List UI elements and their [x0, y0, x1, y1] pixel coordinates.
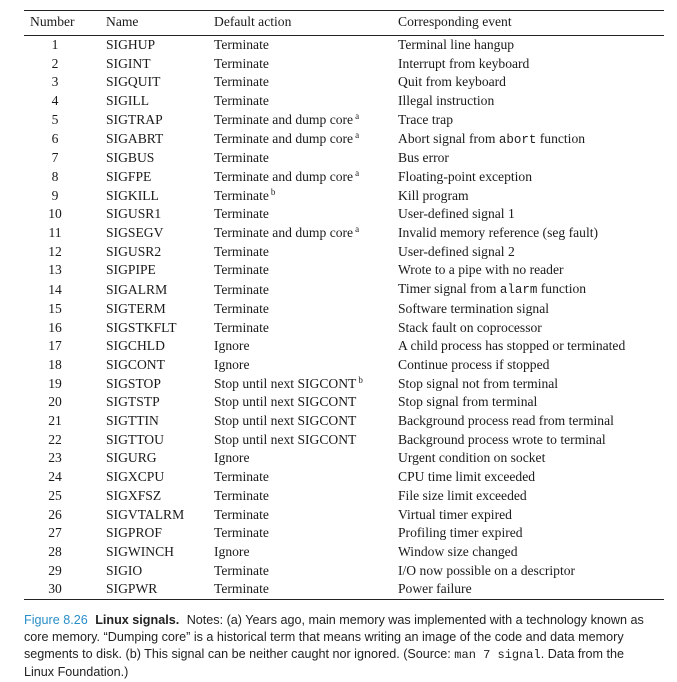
- signal-name: SIGTSTP: [106, 394, 160, 410]
- default-action-cell: [214, 149, 398, 168]
- table-row: [24, 319, 664, 338]
- corresponding-event-cell: [398, 580, 664, 599]
- signal-number: 20: [48, 394, 62, 410]
- footnote-marker: a: [355, 167, 360, 178]
- default-action-cell: [214, 168, 398, 187]
- default-action: Terminate: [214, 37, 269, 52]
- default-action-cell: [214, 412, 398, 431]
- default-action: Terminate: [214, 281, 269, 297]
- default-action-cell: [214, 337, 398, 356]
- figure-title: Linux signals.: [95, 613, 180, 627]
- default-action-cell: [214, 393, 398, 412]
- signal-number: 13: [48, 262, 62, 278]
- corresponding-event-cell: [398, 524, 664, 543]
- signal-name: SIGIO: [106, 562, 143, 578]
- default-action-cell: [214, 506, 398, 525]
- corresponding-event: Background process read from terminal: [398, 413, 614, 429]
- default-action-cell: [214, 224, 398, 243]
- default-action: Terminate: [214, 206, 269, 222]
- signal-name: SIGPIPE: [106, 262, 156, 278]
- signal-name: SIGWINCH: [106, 543, 174, 559]
- corresponding-event: Floating-point exception: [398, 168, 533, 184]
- header-name: Name: [86, 11, 214, 36]
- signal-name: SIGTTIN: [106, 413, 159, 429]
- corresponding-event: Bus error: [398, 150, 449, 166]
- corresponding-event: Interrupt from keyboard: [398, 55, 530, 71]
- corresponding-event: Stop signal not from terminal: [398, 375, 559, 391]
- corresponding-event-cell: [398, 205, 664, 224]
- table-row: [24, 449, 664, 468]
- default-action: Terminate: [214, 74, 269, 90]
- default-action: Ignore: [214, 356, 250, 372]
- default-action: Stop until next SIGCONT: [214, 431, 357, 447]
- signal-number: 18: [48, 356, 62, 372]
- corresponding-event: I/O now possible on a descriptor: [398, 562, 576, 578]
- table-row: [24, 356, 664, 375]
- default-action-cell: [214, 111, 398, 130]
- corresponding-event: Urgent condition on socket: [398, 450, 546, 466]
- signal-number: 1: [51, 37, 59, 52]
- signal-name: SIGTERM: [106, 300, 166, 316]
- caption-source-rest: . Data from the Linux Foundation.): [24, 647, 625, 679]
- table-row: [24, 300, 664, 319]
- signal-name: SIGTRAP: [106, 111, 163, 127]
- corresponding-event: User-defined signal 2: [398, 243, 515, 259]
- signal-name: SIGSEGV: [106, 225, 164, 241]
- corresponding-event-cell: [398, 487, 664, 506]
- table-row: [24, 92, 664, 111]
- default-action: Terminate and dump core: [214, 225, 354, 241]
- figure-caption: [24, 612, 654, 681]
- header-default-action: Default action: [214, 11, 398, 36]
- corresponding-event-cell: [398, 73, 664, 92]
- signal-name: SIGXCPU: [106, 469, 165, 485]
- signal-name: SIGFPE: [106, 168, 152, 184]
- default-action: Terminate: [214, 243, 269, 259]
- caption-notes: Notes: (a) Years ago, main memory was implemented with a technology known as core memory. “Dumping core” is a historical term that means writing an image of the code and data memory segments to disk. (b) This signal can be neither caught nor ignored. (Source:: [24, 613, 644, 661]
- corresponding-event-cell: [398, 506, 664, 525]
- table-row: [24, 393, 664, 412]
- signal-number: 21: [48, 413, 62, 429]
- corresponding-event-cell: [398, 224, 664, 243]
- signal-name: SIGUSR2: [106, 243, 162, 259]
- corresponding-event: Background process wrote to terminal: [398, 431, 606, 447]
- footnote-marker: b: [358, 374, 363, 385]
- signal-name: SIGALRM: [106, 281, 168, 297]
- signal-name: SIGCHLD: [106, 338, 165, 354]
- table-row: [24, 243, 664, 262]
- corresponding-event: Stop signal from terminal: [398, 394, 538, 410]
- default-action-cell: [214, 92, 398, 111]
- corresponding-event-cell: [398, 55, 664, 74]
- default-action: Terminate: [214, 506, 269, 522]
- table-row: [24, 36, 664, 55]
- default-action: Terminate: [214, 525, 269, 541]
- table-row: [24, 224, 664, 243]
- default-action: Terminate and dump core: [214, 168, 354, 184]
- corresponding-event-cell: [398, 168, 664, 187]
- corresponding-event-cell: [398, 562, 664, 581]
- signal-number: 9: [51, 187, 59, 203]
- footnote-marker: a: [355, 224, 360, 235]
- corresponding-event: Timer signal from: [398, 281, 497, 297]
- corresponding-event-cell: [398, 337, 664, 356]
- signal-number: 6: [51, 131, 59, 147]
- signal-number: 3: [51, 74, 59, 90]
- corresponding-event: Virtual timer expired: [398, 506, 512, 522]
- corresponding-event-cell: [398, 280, 664, 300]
- table-header-row: [24, 11, 664, 36]
- default-action: Terminate: [214, 581, 269, 597]
- table-row: [24, 261, 664, 280]
- signal-number: 5: [51, 111, 59, 127]
- signal-number: 30: [24, 580, 86, 599]
- default-action: Terminate: [214, 469, 269, 485]
- default-action: Terminate: [214, 55, 269, 71]
- signal-number: 17: [48, 338, 62, 354]
- table-row: [24, 412, 664, 431]
- signal-name: SIGURG: [106, 450, 157, 466]
- default-action-cell: [214, 300, 398, 319]
- default-action: Terminate: [214, 562, 269, 578]
- corresponding-event: Kill program: [398, 187, 469, 203]
- signal-number: 7: [51, 150, 59, 166]
- default-action-cell: [214, 487, 398, 506]
- footnote-marker: b: [270, 186, 276, 197]
- corresponding-event-cell: [398, 449, 664, 468]
- default-action-cell: [214, 431, 398, 450]
- function-name: alarm: [499, 283, 538, 298]
- signals-table: [24, 10, 664, 600]
- signal-number: 15: [48, 300, 62, 316]
- corresponding-event-cell: [398, 468, 664, 487]
- corresponding-event-cell: [398, 149, 664, 168]
- function-name: abort: [498, 132, 537, 147]
- corresponding-event: Power failure: [398, 581, 472, 597]
- default-action: Stop until next SIGCONT: [214, 394, 357, 410]
- default-action-cell: [214, 449, 398, 468]
- signal-number: 23: [48, 450, 62, 466]
- default-action: Ignore: [214, 338, 250, 354]
- signal-number: 12: [48, 243, 62, 259]
- corresponding-event-cell: [398, 111, 664, 130]
- corresponding-event-cell: [398, 36, 664, 55]
- default-action: Terminate and dump core: [214, 111, 354, 127]
- corresponding-event-cell: [398, 356, 664, 375]
- table-row: [24, 487, 664, 506]
- default-action-cell: [214, 205, 398, 224]
- default-action-cell: [214, 130, 398, 150]
- table-row: [24, 580, 664, 599]
- corresponding-event-cell: [398, 393, 664, 412]
- signal-number: 22: [48, 431, 62, 447]
- header-event: Corresponding event: [398, 11, 664, 36]
- default-action: Terminate: [214, 187, 269, 203]
- default-action-cell: [214, 73, 398, 92]
- signal-name: SIGPROF: [106, 525, 162, 541]
- corresponding-event: Trace trap: [398, 111, 453, 127]
- corresponding-event: Invalid memory reference (seg fault): [398, 225, 599, 241]
- header-number: Number: [24, 11, 86, 36]
- signal-name: SIGPWR: [86, 580, 214, 599]
- corresponding-event-cell: [398, 412, 664, 431]
- corresponding-event-cell: [398, 431, 664, 450]
- table-row: [24, 375, 664, 394]
- default-action-cell: [214, 261, 398, 280]
- corresponding-event: Quit from keyboard: [398, 74, 506, 90]
- signal-name: SIGKILL: [106, 187, 159, 203]
- default-action: Terminate and dump core: [214, 131, 354, 147]
- corresponding-event-cell: [398, 187, 664, 206]
- default-action-cell: [214, 187, 398, 206]
- caption-source-command: man 7 signal: [454, 648, 541, 662]
- corresponding-event: Profiling timer expired: [398, 525, 523, 541]
- corresponding-event: Abort signal from: [398, 130, 496, 146]
- default-action-cell: [214, 356, 398, 375]
- default-action-cell: [214, 468, 398, 487]
- corresponding-event: Wrote to a pipe with no reader: [398, 262, 564, 278]
- corresponding-event: Continue process if stopped: [398, 356, 550, 372]
- signal-number: 27: [48, 525, 62, 541]
- corresponding-event-cell: [398, 300, 664, 319]
- table-row: [24, 168, 664, 187]
- signal-name: SIGSTOP: [106, 375, 161, 391]
- corresponding-event-cell: [398, 92, 664, 111]
- default-action: Ignore: [214, 450, 250, 466]
- signal-name: SIGINT: [106, 55, 151, 71]
- corresponding-event: Stack fault on coprocessor: [398, 319, 542, 335]
- table-row: [24, 468, 664, 487]
- default-action: Stop until next SIGCONT: [214, 413, 357, 429]
- default-action: Terminate: [214, 150, 269, 166]
- signal-number: 25: [48, 487, 62, 503]
- signal-number: 10: [48, 206, 62, 222]
- footnote-marker: a: [355, 130, 360, 141]
- default-action: Terminate: [214, 300, 269, 316]
- default-action-cell: [214, 375, 398, 394]
- signal-number: 28: [48, 543, 62, 559]
- signal-name: SIGCONT: [106, 356, 165, 372]
- signal-name: SIGSTKFLT: [106, 319, 177, 335]
- signal-number: 8: [51, 168, 59, 184]
- table-row: [24, 55, 664, 74]
- table-row: [24, 431, 664, 450]
- footnote-marker: a: [355, 110, 360, 121]
- default-action-cell: [214, 543, 398, 562]
- corresponding-event-cell: [398, 130, 664, 150]
- table-row: [24, 562, 664, 581]
- default-action-cell: [214, 280, 398, 300]
- corresponding-event-cell: [398, 261, 664, 280]
- corresponding-event: A child process has stopped or terminated: [398, 338, 626, 354]
- signal-name: SIGVTALRM: [106, 506, 185, 522]
- signal-number: 4: [51, 93, 59, 109]
- table-row: [24, 524, 664, 543]
- signal-number: 11: [48, 225, 62, 241]
- signal-name: SIGHUP: [106, 37, 156, 52]
- signal-number: 26: [48, 506, 62, 522]
- signal-name: SIGXFSZ: [106, 487, 162, 503]
- default-action: Terminate: [214, 93, 269, 109]
- default-action-cell: [214, 524, 398, 543]
- table-row: [24, 73, 664, 92]
- corresponding-event-suffix: function: [540, 281, 587, 297]
- corresponding-event: Illegal instruction: [398, 93, 495, 109]
- signal-name: SIGBUS: [106, 150, 155, 166]
- table-row: [24, 337, 664, 356]
- corresponding-event: User-defined signal 1: [398, 206, 515, 222]
- signal-number: 14: [48, 281, 62, 297]
- corresponding-event-suffix: function: [539, 130, 586, 146]
- default-action: Terminate: [214, 262, 269, 278]
- default-action-cell: [214, 580, 398, 599]
- signal-number: 2: [51, 55, 59, 71]
- table-row: [24, 205, 664, 224]
- corresponding-event-cell: [398, 543, 664, 562]
- signal-number: 24: [48, 469, 62, 485]
- default-action: Terminate: [214, 487, 269, 503]
- signal-name: SIGABRT: [106, 131, 164, 147]
- default-action-cell: [214, 319, 398, 338]
- corresponding-event: Terminal line hangup: [398, 37, 515, 52]
- table-row: [24, 506, 664, 525]
- signal-number: 16: [48, 319, 62, 335]
- corresponding-event: Software termination signal: [398, 300, 550, 316]
- table-row: [24, 130, 664, 150]
- corresponding-event: CPU time limit exceeded: [398, 469, 536, 485]
- corresponding-event: Window size changed: [398, 543, 518, 559]
- signal-name: SIGUSR1: [106, 206, 162, 222]
- signal-name: SIGTTOU: [106, 431, 164, 447]
- table-row: [24, 111, 664, 130]
- signal-name: SIGILL: [106, 93, 150, 109]
- signal-name: SIGQUIT: [106, 74, 161, 90]
- figure-label: Figure 8.26: [24, 613, 88, 627]
- table-row: [24, 187, 664, 206]
- corresponding-event-cell: [398, 319, 664, 338]
- table-row: [24, 280, 664, 300]
- corresponding-event-cell: [398, 375, 664, 394]
- default-action-cell: [214, 562, 398, 581]
- table-body: [24, 36, 664, 600]
- signal-number: 19: [48, 375, 62, 391]
- default-action-cell: [214, 243, 398, 262]
- signal-number: 29: [48, 562, 62, 578]
- default-action-cell: [214, 36, 398, 55]
- table-row: [24, 543, 664, 562]
- corresponding-event: File size limit exceeded: [398, 487, 527, 503]
- default-action: Ignore: [214, 543, 250, 559]
- default-action-cell: [214, 55, 398, 74]
- default-action: Terminate: [214, 319, 269, 335]
- corresponding-event-cell: [398, 243, 664, 262]
- default-action: Stop until next SIGCONT: [214, 375, 357, 391]
- table-row: [24, 149, 664, 168]
